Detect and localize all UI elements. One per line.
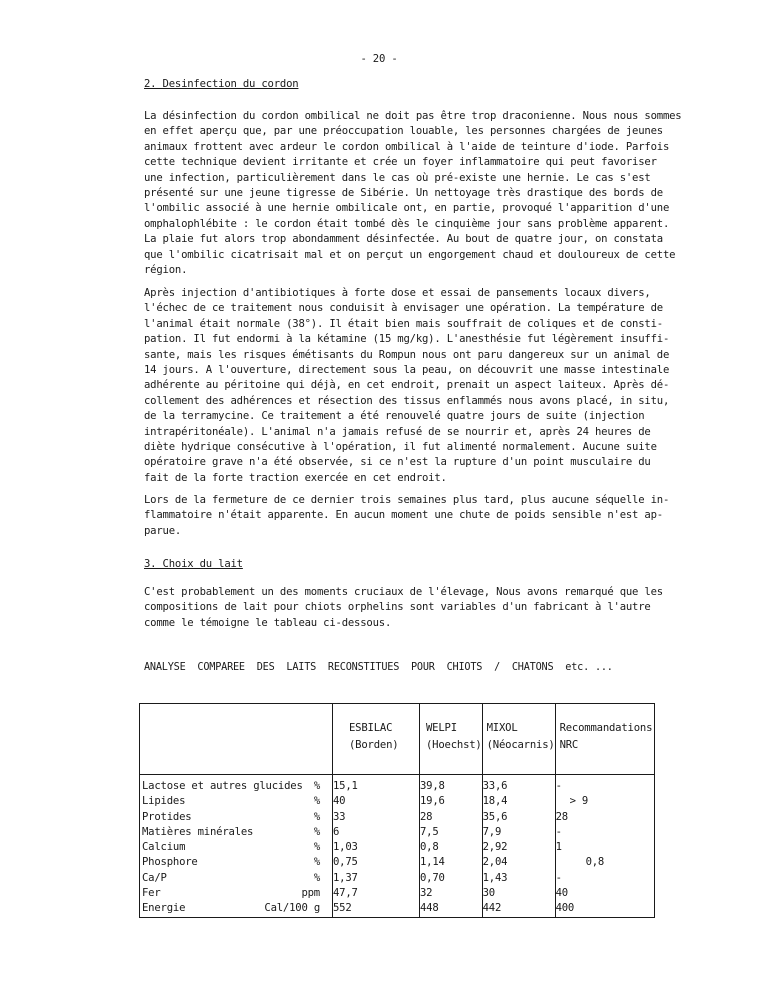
text-line: l'animal était normale (38°). Il était bien mais souffrait de coliques et de consti- (144, 317, 663, 330)
table-cell: 33,6 (482, 779, 555, 794)
row-label: Protides (142, 810, 192, 823)
table-cell: 1,03 (333, 840, 420, 855)
table-cell: 400 (555, 901, 654, 917)
row-unit: Cal/100 g (264, 902, 320, 915)
table-cell: 18,4 (482, 794, 555, 809)
table-cell: 1,14 (420, 855, 483, 870)
table-cell: 7,9 (482, 825, 555, 840)
table-row (140, 825, 655, 840)
paragraph (144, 585, 684, 631)
text-line: intrapéritonéale). L'animal n'a jamais refusé de se nourrir et, après 24 heures de (144, 425, 651, 438)
header-cell (420, 704, 483, 775)
table-row (140, 855, 655, 870)
section-2-heading: 2. Desinfection du cordon (144, 78, 299, 90)
table-cell: 2,92 (482, 840, 555, 855)
table-cell: 47,7 (333, 886, 420, 901)
table-row (140, 871, 655, 886)
table-cell: 2,04 (482, 855, 555, 870)
header-cell (333, 704, 420, 775)
row-unit: % (313, 795, 320, 808)
table-cell: 1,37 (333, 871, 420, 886)
text-line: l'ombilic associé à une hernie ombilicale ont, en partie, provoqué l'apparition d'une (144, 202, 670, 215)
table-cell: 6 (333, 825, 420, 840)
page-number: - 20 - (360, 53, 398, 65)
column-subtitle: (Hoechst) (426, 739, 482, 751)
milk-comparison-table (139, 703, 655, 918)
table-cell: 28 (555, 810, 654, 825)
table-cell: 442 (482, 901, 555, 917)
row-label: Phosphore (142, 856, 198, 869)
column-subtitle: (Borden) (349, 739, 399, 751)
table-cell: 7,5 (420, 825, 483, 840)
header-cell (482, 704, 555, 775)
row-unit: % (313, 810, 320, 823)
text-line: sante, mais les risques émétisants du Rompun nous ont paru dangereux sur un animal de (144, 348, 670, 361)
table-row (140, 840, 655, 855)
text-line: comme le témoigne le tableau ci-dessous. (144, 616, 392, 629)
text-line: adhérente au péritoine qui déjà, en cet endroit, prenait un aspect laiteux. Après dé- (144, 379, 670, 392)
text-line: Lors de la fermeture de ce dernier trois semaines plus tard, plus aucune séquelle in- (144, 494, 670, 506)
table-cell: - (555, 825, 654, 840)
table-row (140, 794, 655, 809)
text-line: Après injection d'antibiotiques à forte dose et essai de pansements locaux divers, (144, 287, 651, 299)
text-line: de la terramycine. Ce traitement a été renouvelé quatre jours de suite (injection (144, 410, 645, 423)
table-row (140, 886, 655, 901)
text-line: La désinfection du cordon ombilical ne doit pas être trop draconienne. Nous nous sommes (144, 110, 682, 122)
header-cell (555, 704, 654, 775)
table-cell: 1,43 (482, 871, 555, 886)
text-line: omphalophlébite : le cordon était tombé dès le cinquième jour sans problème apparent. (144, 217, 670, 230)
row-unit: % (313, 841, 320, 854)
table-cell: 0,75 (333, 855, 420, 870)
column-name: ESBILAC (349, 722, 393, 734)
text-line: flammatoire n'était apparente. En aucun moment une chute de poids sensible n'est ap- (144, 509, 663, 522)
row-unit: ppm (301, 887, 320, 900)
table-cell: 33 (333, 810, 420, 825)
table-cell: 40 (333, 794, 420, 809)
table-cell: 39,8 (420, 779, 483, 794)
row-unit: % (313, 856, 320, 869)
table-cell: 1 (555, 840, 654, 855)
text-line: compositions de lait pour chiots orphelins sont variables d'un fabricant à l'autre (144, 601, 651, 614)
text-line: une infection, particulièrement dans le cas où pré-existe une hernie. Le cas s'est (144, 171, 651, 184)
column-name: Recommandations (559, 722, 653, 734)
row-label: Ca/P (142, 871, 167, 884)
row-label: Matières minérales (142, 825, 254, 838)
section-3-heading: 3. Choix du lait (144, 558, 243, 570)
row-unit: % (313, 871, 320, 884)
row-unit: % (313, 780, 320, 792)
text-line: collement des adhérences et résection des tissus enflammés nous avons placé, in situ, (144, 394, 670, 407)
text-line: La plaie fut alors trop abondamment désinfectée. Au bout de quatre jour, on constata (144, 233, 663, 246)
table-cell: 30 (482, 886, 555, 901)
table-row (140, 901, 655, 917)
column-name: WELPI (426, 722, 457, 734)
table-cell: > 9 (555, 794, 654, 809)
text-line: cette technique devient irritante et crée un foyer inflammatoire qui peut favoriser (144, 156, 657, 169)
table-title: ANALYSE COMPAREE DES LAITS RECONSTITUES POUR CHIOTS / CHATONS etc. ... (144, 662, 613, 673)
text-line: région. (144, 264, 188, 277)
text-line: parue. (144, 524, 182, 537)
table-cell: - (555, 779, 654, 794)
table-row (140, 810, 655, 825)
text-line: fait de la forte traction exercée en cet endroit. (144, 471, 447, 484)
paragraph (144, 286, 684, 486)
table-header-row (140, 704, 655, 775)
table-cell: 32 (420, 886, 483, 901)
text-line: 14 jours. A l'ouverture, directement sous la peau, on découvrit une masse intestinale (144, 364, 670, 377)
text-line: présenté sur une jeune tigresse de Sibérie. Un nettoyage très drastique des bords de (144, 187, 663, 200)
column-name: MIXOL (486, 722, 518, 734)
row-label: Fer (142, 887, 161, 900)
table-row (140, 779, 655, 794)
text-line: diète hydrique consécutive à l'opération, il fut alimenté normalement. Aucune suite (144, 441, 657, 454)
text-line: opératoire grave n'a été observée, si ce n'est la rupture d'un point musculaire du (144, 456, 651, 469)
paragraph (144, 109, 684, 278)
text-line: C'est probablement un des moments cruciaux de l'élevage, Nous avons remarqué que les (144, 586, 663, 598)
table-cell: - (555, 871, 654, 886)
row-unit: % (313, 825, 320, 838)
column-subtitle: (Néocarnis) (486, 739, 555, 751)
row-label: Calcium (142, 841, 186, 854)
table-cell: 448 (420, 901, 483, 917)
row-label: Lactose et autres glucides (142, 780, 303, 792)
table-cell: 19,6 (420, 794, 483, 809)
table-cell: 40 (555, 886, 654, 901)
text-line: animaux frottent avec ardeur le cordon ombilical à l'aide de teinture d'iode. Parfois (144, 140, 670, 153)
header-cell-empty (140, 704, 333, 775)
table-cell: 28 (420, 810, 483, 825)
text-line: que l'ombilic cicatrisait mal et on perçut un engorgement chaud et douloureux de cette (144, 248, 676, 261)
table-cell: 0,8 (420, 840, 483, 855)
text-line: pation. Il fut endormi à la kétamine (15 mg/kg). L'anesthésie fut légèrement insuffi- (144, 333, 670, 346)
table-cell: 0,70 (420, 871, 483, 886)
row-label: Lipides (142, 795, 186, 808)
text-line: l'échec de ce traitement nous conduisit à envisager une opération. La température de (144, 302, 663, 315)
text-line: en effet aperçu que, par une préoccupation louable, les personnes chargées de jeunes (144, 125, 663, 138)
table-cell: 15,1 (333, 779, 420, 794)
table-cell: 552 (333, 901, 420, 917)
row-label: Energie (142, 902, 186, 915)
column-subtitle: NRC (559, 739, 579, 751)
paragraph (144, 493, 684, 539)
table-cell: 35,6 (482, 810, 555, 825)
table-cell: 0,8 (555, 855, 654, 870)
